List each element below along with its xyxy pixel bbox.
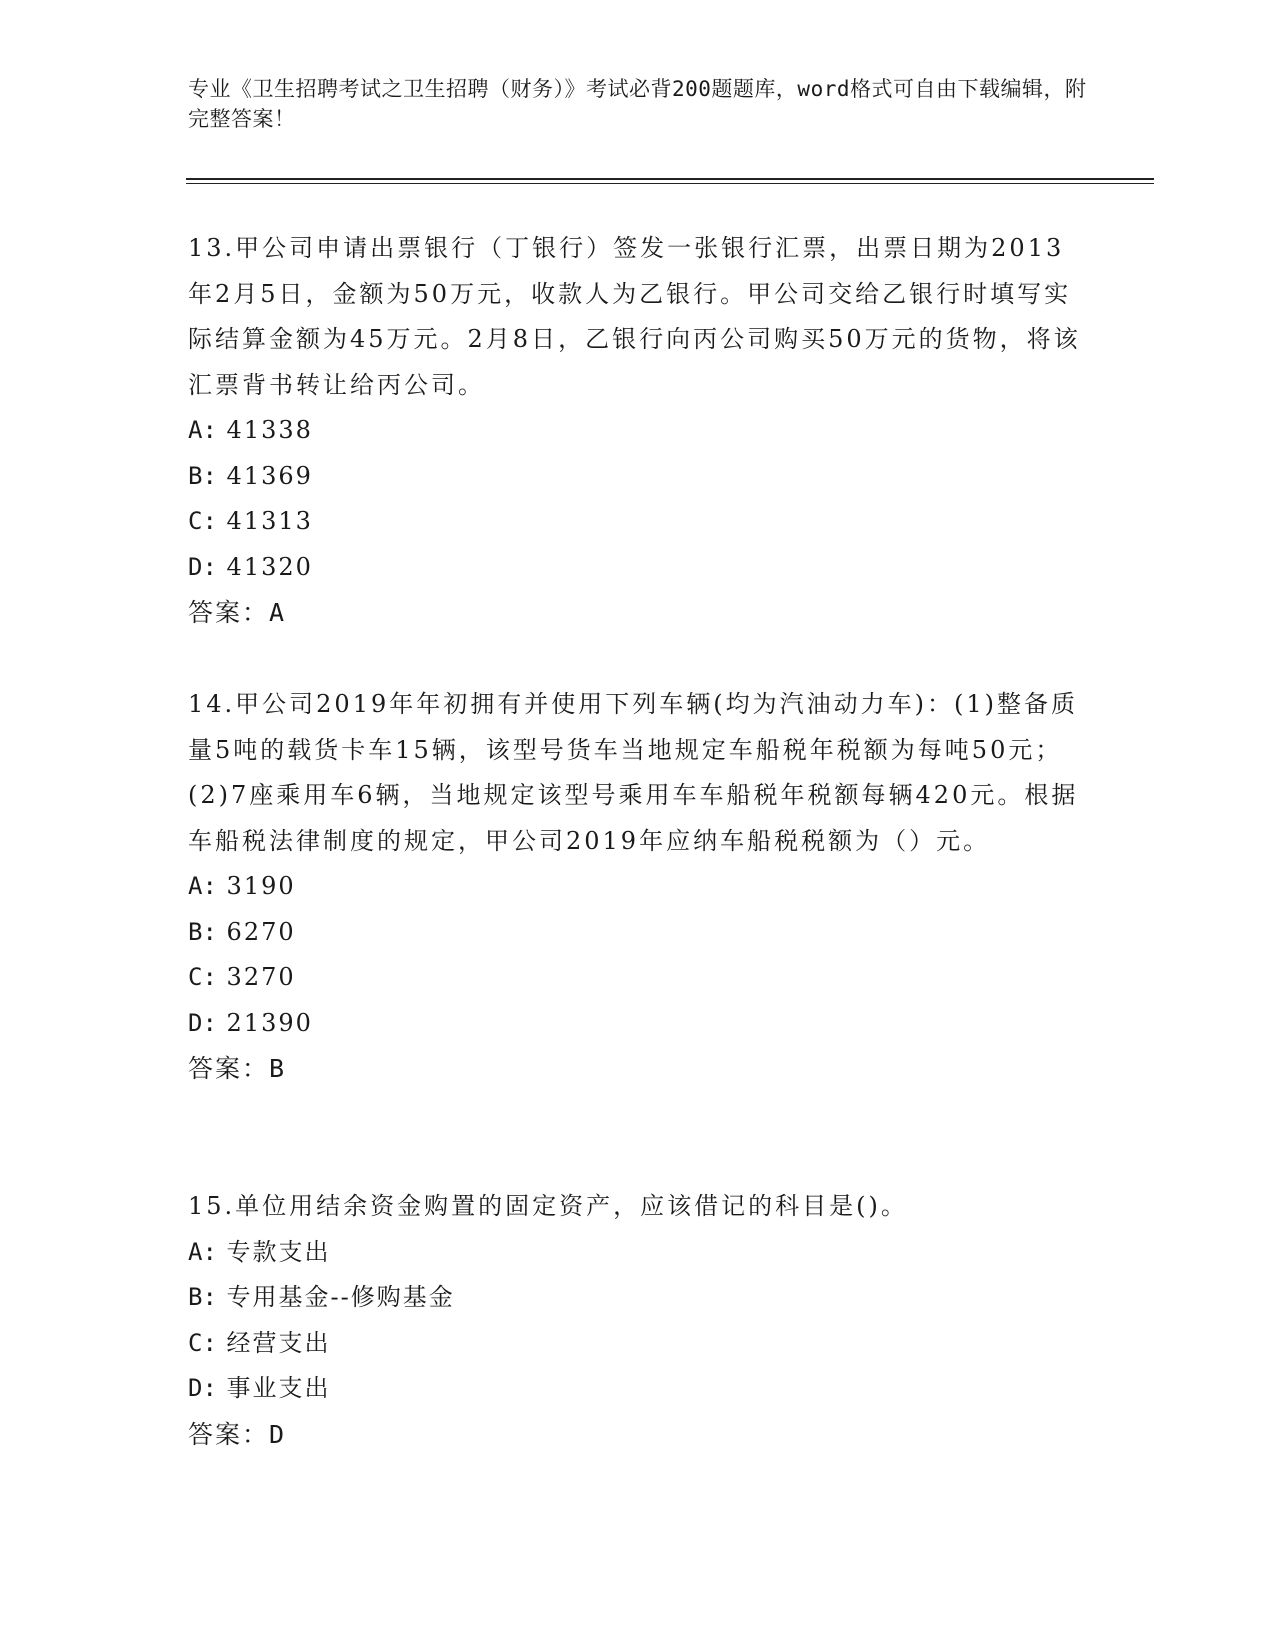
option-text: 3270 bbox=[226, 963, 296, 991]
question-stem: 14.甲公司2019年年初拥有并使用下列车辆(均为汽油动力车)：(1)整备质量5吨的载货卡车15辆，该型号货车当地规定车船税年税额为每吨50元；(2)7座乘用车6辆，当地规定该型号乘用车车船税年税额每辆420元。根据车船税法律制度的规定，甲公司2019年应纳车船税税额为（）元。 bbox=[188, 690, 1079, 855]
option-c bbox=[188, 955, 1088, 1001]
option-key: B: bbox=[188, 1283, 217, 1311]
option-key: A: bbox=[188, 1237, 217, 1266]
option-key: D: bbox=[188, 552, 217, 581]
option-key: D: bbox=[188, 1008, 217, 1037]
option-key: C: bbox=[188, 963, 217, 991]
option-text: 3190 bbox=[226, 872, 296, 900]
question-13 bbox=[188, 226, 1088, 636]
option-c bbox=[188, 1321, 1088, 1367]
answer-label: 答案： bbox=[188, 1054, 270, 1083]
option-key: A: bbox=[188, 416, 217, 444]
answer-line bbox=[188, 1412, 1088, 1458]
option-d bbox=[188, 1001, 1088, 1047]
question-stem: 15.单位用结余资金购置的固定资产，应该借记的科目是()。 bbox=[188, 1192, 908, 1220]
option-d bbox=[188, 545, 1088, 591]
option-text: 经营支出 bbox=[226, 1328, 331, 1357]
option-text: 事业支出 bbox=[226, 1374, 331, 1402]
option-c bbox=[188, 499, 1088, 545]
option-text: 41313 bbox=[226, 507, 313, 535]
header-divider-thick bbox=[186, 178, 1154, 180]
option-text: 41369 bbox=[226, 461, 313, 490]
question-15 bbox=[188, 1184, 1088, 1457]
option-text: 6270 bbox=[226, 917, 296, 946]
option-text: 专用基金--修购基金 bbox=[226, 1283, 455, 1311]
answer-value: B bbox=[269, 1054, 287, 1083]
question-14 bbox=[188, 682, 1088, 1092]
option-a bbox=[188, 1230, 1088, 1276]
option-a bbox=[188, 408, 1088, 454]
option-d bbox=[188, 1366, 1088, 1412]
option-text: 41338 bbox=[226, 416, 313, 444]
header-divider-thin bbox=[186, 183, 1154, 184]
option-b bbox=[188, 454, 1088, 500]
answer-line bbox=[188, 590, 1088, 636]
option-key: B: bbox=[188, 917, 217, 946]
option-text: 专款支出 bbox=[226, 1237, 331, 1266]
option-text: 41320 bbox=[226, 552, 313, 581]
question-stem: 13.甲公司申请出票银行（丁银行）签发一张银行汇票，出票日期为2013年2月5日，金额为50万元，收款人为乙银行。甲公司交给乙银行时填写实际结算金额为45万元。2月8日，乙银行向丙公司购买50万元的货物，将该汇票背书转让给丙公司。 bbox=[188, 234, 1081, 399]
option-key: B: bbox=[188, 461, 217, 490]
answer-value: A bbox=[269, 598, 287, 627]
document-header: 专业《卫生招聘考试之卫生招聘（财务）》考试必背200题题库，word格式可自由下载编辑，附完整答案！ bbox=[188, 77, 1087, 131]
option-key: C: bbox=[188, 507, 217, 535]
option-text: 21390 bbox=[226, 1008, 313, 1037]
option-key: D: bbox=[188, 1374, 217, 1402]
option-key: A: bbox=[188, 872, 217, 900]
answer-label: 答案： bbox=[188, 1419, 270, 1449]
answer-line bbox=[188, 1046, 1088, 1092]
answer-value: D bbox=[269, 1419, 287, 1449]
option-b bbox=[188, 1275, 1088, 1321]
option-b bbox=[188, 910, 1088, 956]
answer-label: 答案： bbox=[188, 598, 270, 627]
option-a bbox=[188, 864, 1088, 910]
option-key: C: bbox=[188, 1328, 217, 1357]
